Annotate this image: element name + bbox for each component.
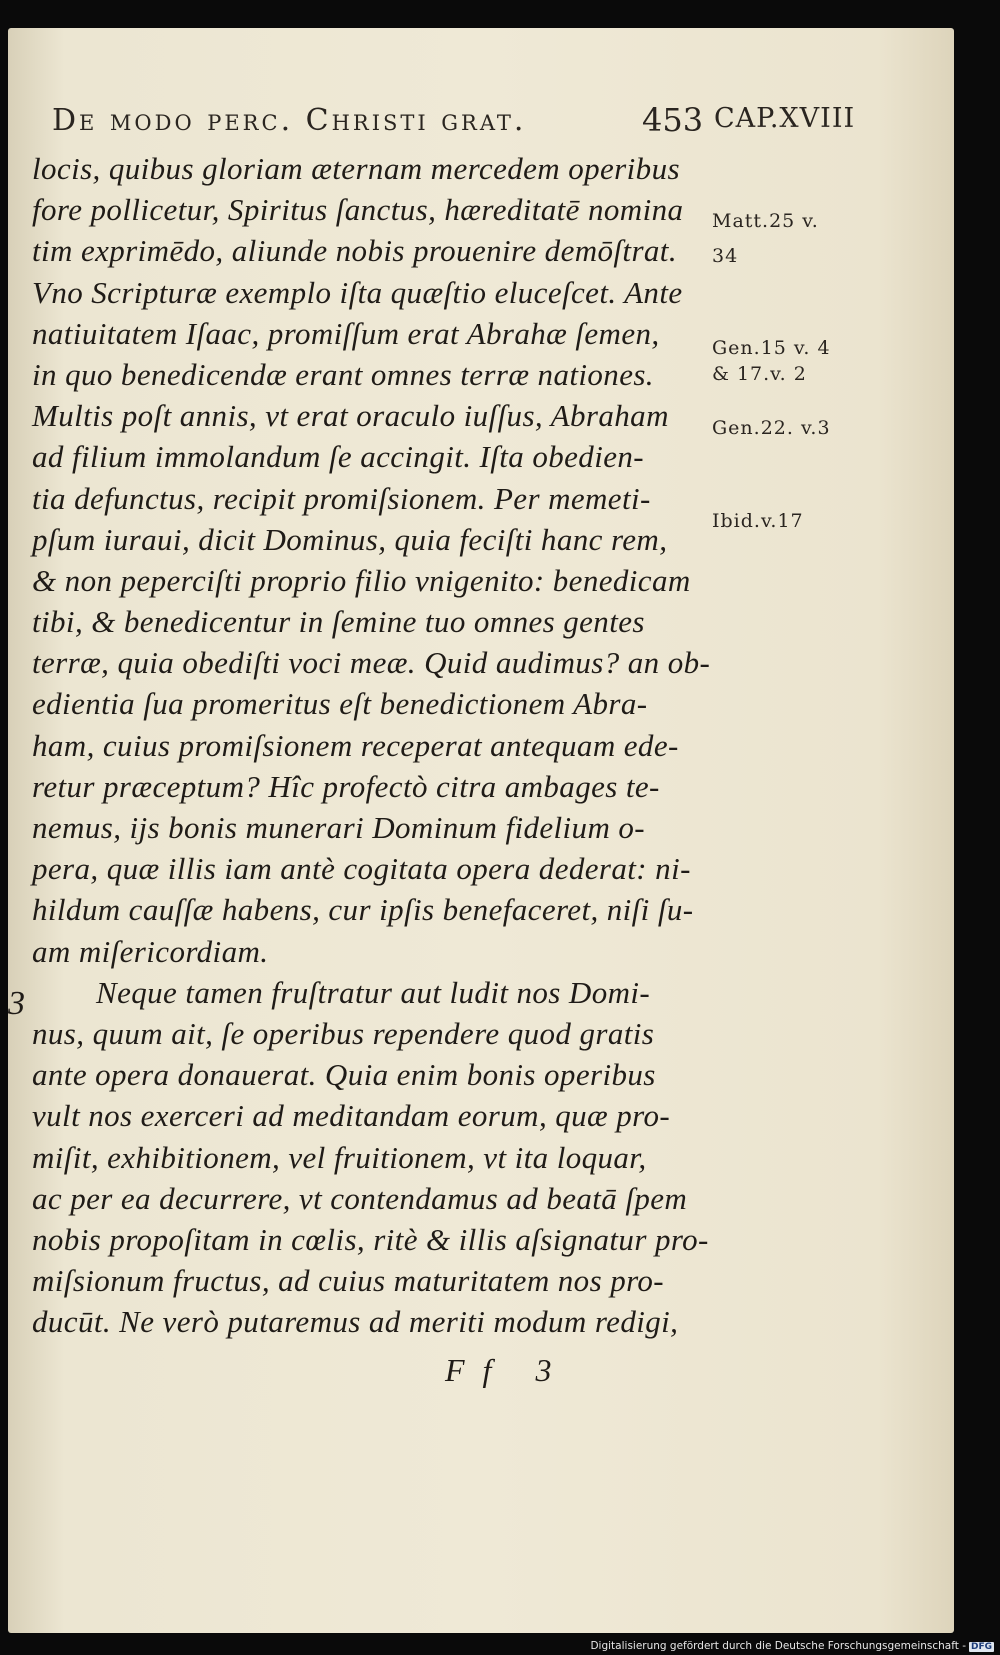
text-line: miſit, exhibitionem, vel fruitionem, vt ita loquar, bbox=[32, 1139, 647, 1175]
page-header bbox=[52, 101, 856, 143]
section-number-mark: 3 bbox=[8, 985, 25, 1022]
credit-text: Digitalisierung gefördert durch die Deutsche Forschungsgemeinschaft - bbox=[590, 1640, 966, 1652]
text-line: ante opera donauerat. Quia enim bonis operibus bbox=[32, 1057, 656, 1093]
text-line: vult nos exerceri ad meditandam eorum, quæ pro- bbox=[32, 1098, 671, 1134]
chapter-heading: CAP.XVIII bbox=[714, 103, 856, 134]
margin-note: & 17.v. 2 bbox=[712, 363, 807, 385]
text-line: hildum cauſſæ habens, cur ipſis benefaceret, niſi ſu- bbox=[32, 892, 694, 928]
digitization-credit bbox=[590, 1640, 994, 1652]
text-line: terræ, quia obediſti voci meæ. Quid audimus? an ob- bbox=[32, 645, 711, 681]
text-line: ad filium immolandum ſe accingit. Iſta obedien- bbox=[32, 439, 645, 475]
margin-note: Gen.22. v.3 bbox=[712, 417, 831, 439]
text-line: tia defunctus, recipit promiſsionem. Per memeti- bbox=[32, 480, 651, 516]
body-text bbox=[32, 148, 711, 1342]
text-line: pera, quæ illis iam antè cogitata opera dederat: ni- bbox=[32, 851, 691, 887]
text-line: in quo benedicendæ erant omnes terræ nationes. bbox=[32, 356, 654, 392]
margin-note: Matt.25 v. bbox=[712, 210, 819, 232]
text-line: am miſericordiam. bbox=[32, 933, 269, 969]
text-line: nemus, ijs bonis munerari Dominum fidelium o- bbox=[32, 810, 646, 845]
margin-note: Gen.15 v. 4 bbox=[712, 337, 831, 359]
text-line: Multis poſt annis, vt erat oraculo iuſſus, Abraham bbox=[32, 398, 669, 434]
text-line: ham, cuius promiſsionem receperat antequam ede- bbox=[32, 727, 679, 763]
text-line: locis, quibus gloriam æternam mercedem operibus bbox=[32, 151, 680, 186]
text-line: natiuitatem Iſaac, promiſſum erat Abrahæ ſemen, bbox=[32, 315, 660, 351]
text-line: fore pollicetur, Spiritus ſanctus, hæreditatē nomina bbox=[32, 192, 684, 228]
text-line: ac per ea decurrere, vt contendamus ad beatā ſpem bbox=[32, 1180, 688, 1216]
signature-mark: Ff 3 bbox=[445, 1352, 570, 1388]
text-line: tibi, & benedicentur in ſemine tuo omnes gentes bbox=[32, 604, 645, 640]
text-line: nus, quum ait, ſe operibus rependere quod gratis bbox=[32, 1015, 655, 1051]
dfg-logo: DFG bbox=[970, 1642, 992, 1652]
text-line: pſum iuraui, dicit Dominus, quia feciſti hanc rem, bbox=[32, 521, 668, 557]
text-line: ducūt. Ne verò putaremus ad meriti modum redigi, bbox=[32, 1304, 679, 1340]
text-line: edientia ſua promeritus eſt benedictionem Abra- bbox=[32, 686, 648, 722]
margin-note: 34 bbox=[712, 245, 739, 267]
text-line: retur præceptum? Hîc profectò citra ambages te- bbox=[32, 768, 660, 804]
text-line: Neque tamen fruſtratur aut ludit nos Domi- bbox=[96, 974, 651, 1010]
text-line: & non peperciſti proprio filio vnigenito: benedicam bbox=[32, 562, 691, 598]
page-number: 453 bbox=[642, 101, 704, 139]
text-line: miſsionum fructus, ad cuius maturitatem nos pro- bbox=[32, 1263, 665, 1299]
text-line: nobis propoſitam in cœlis, ritè & illis aſsignatur pro- bbox=[32, 1221, 709, 1257]
margin-note: Ibid.v.17 bbox=[712, 510, 804, 532]
text-line: Vno Scripturæ exemplo iſta quæſtio eluceſcet. Ante bbox=[32, 274, 683, 310]
text-line: tim exprimēdo, aliunde nobis prouenire demōſtrat. bbox=[32, 233, 677, 269]
running-head: De modo perc. Christi grat. bbox=[52, 103, 527, 138]
